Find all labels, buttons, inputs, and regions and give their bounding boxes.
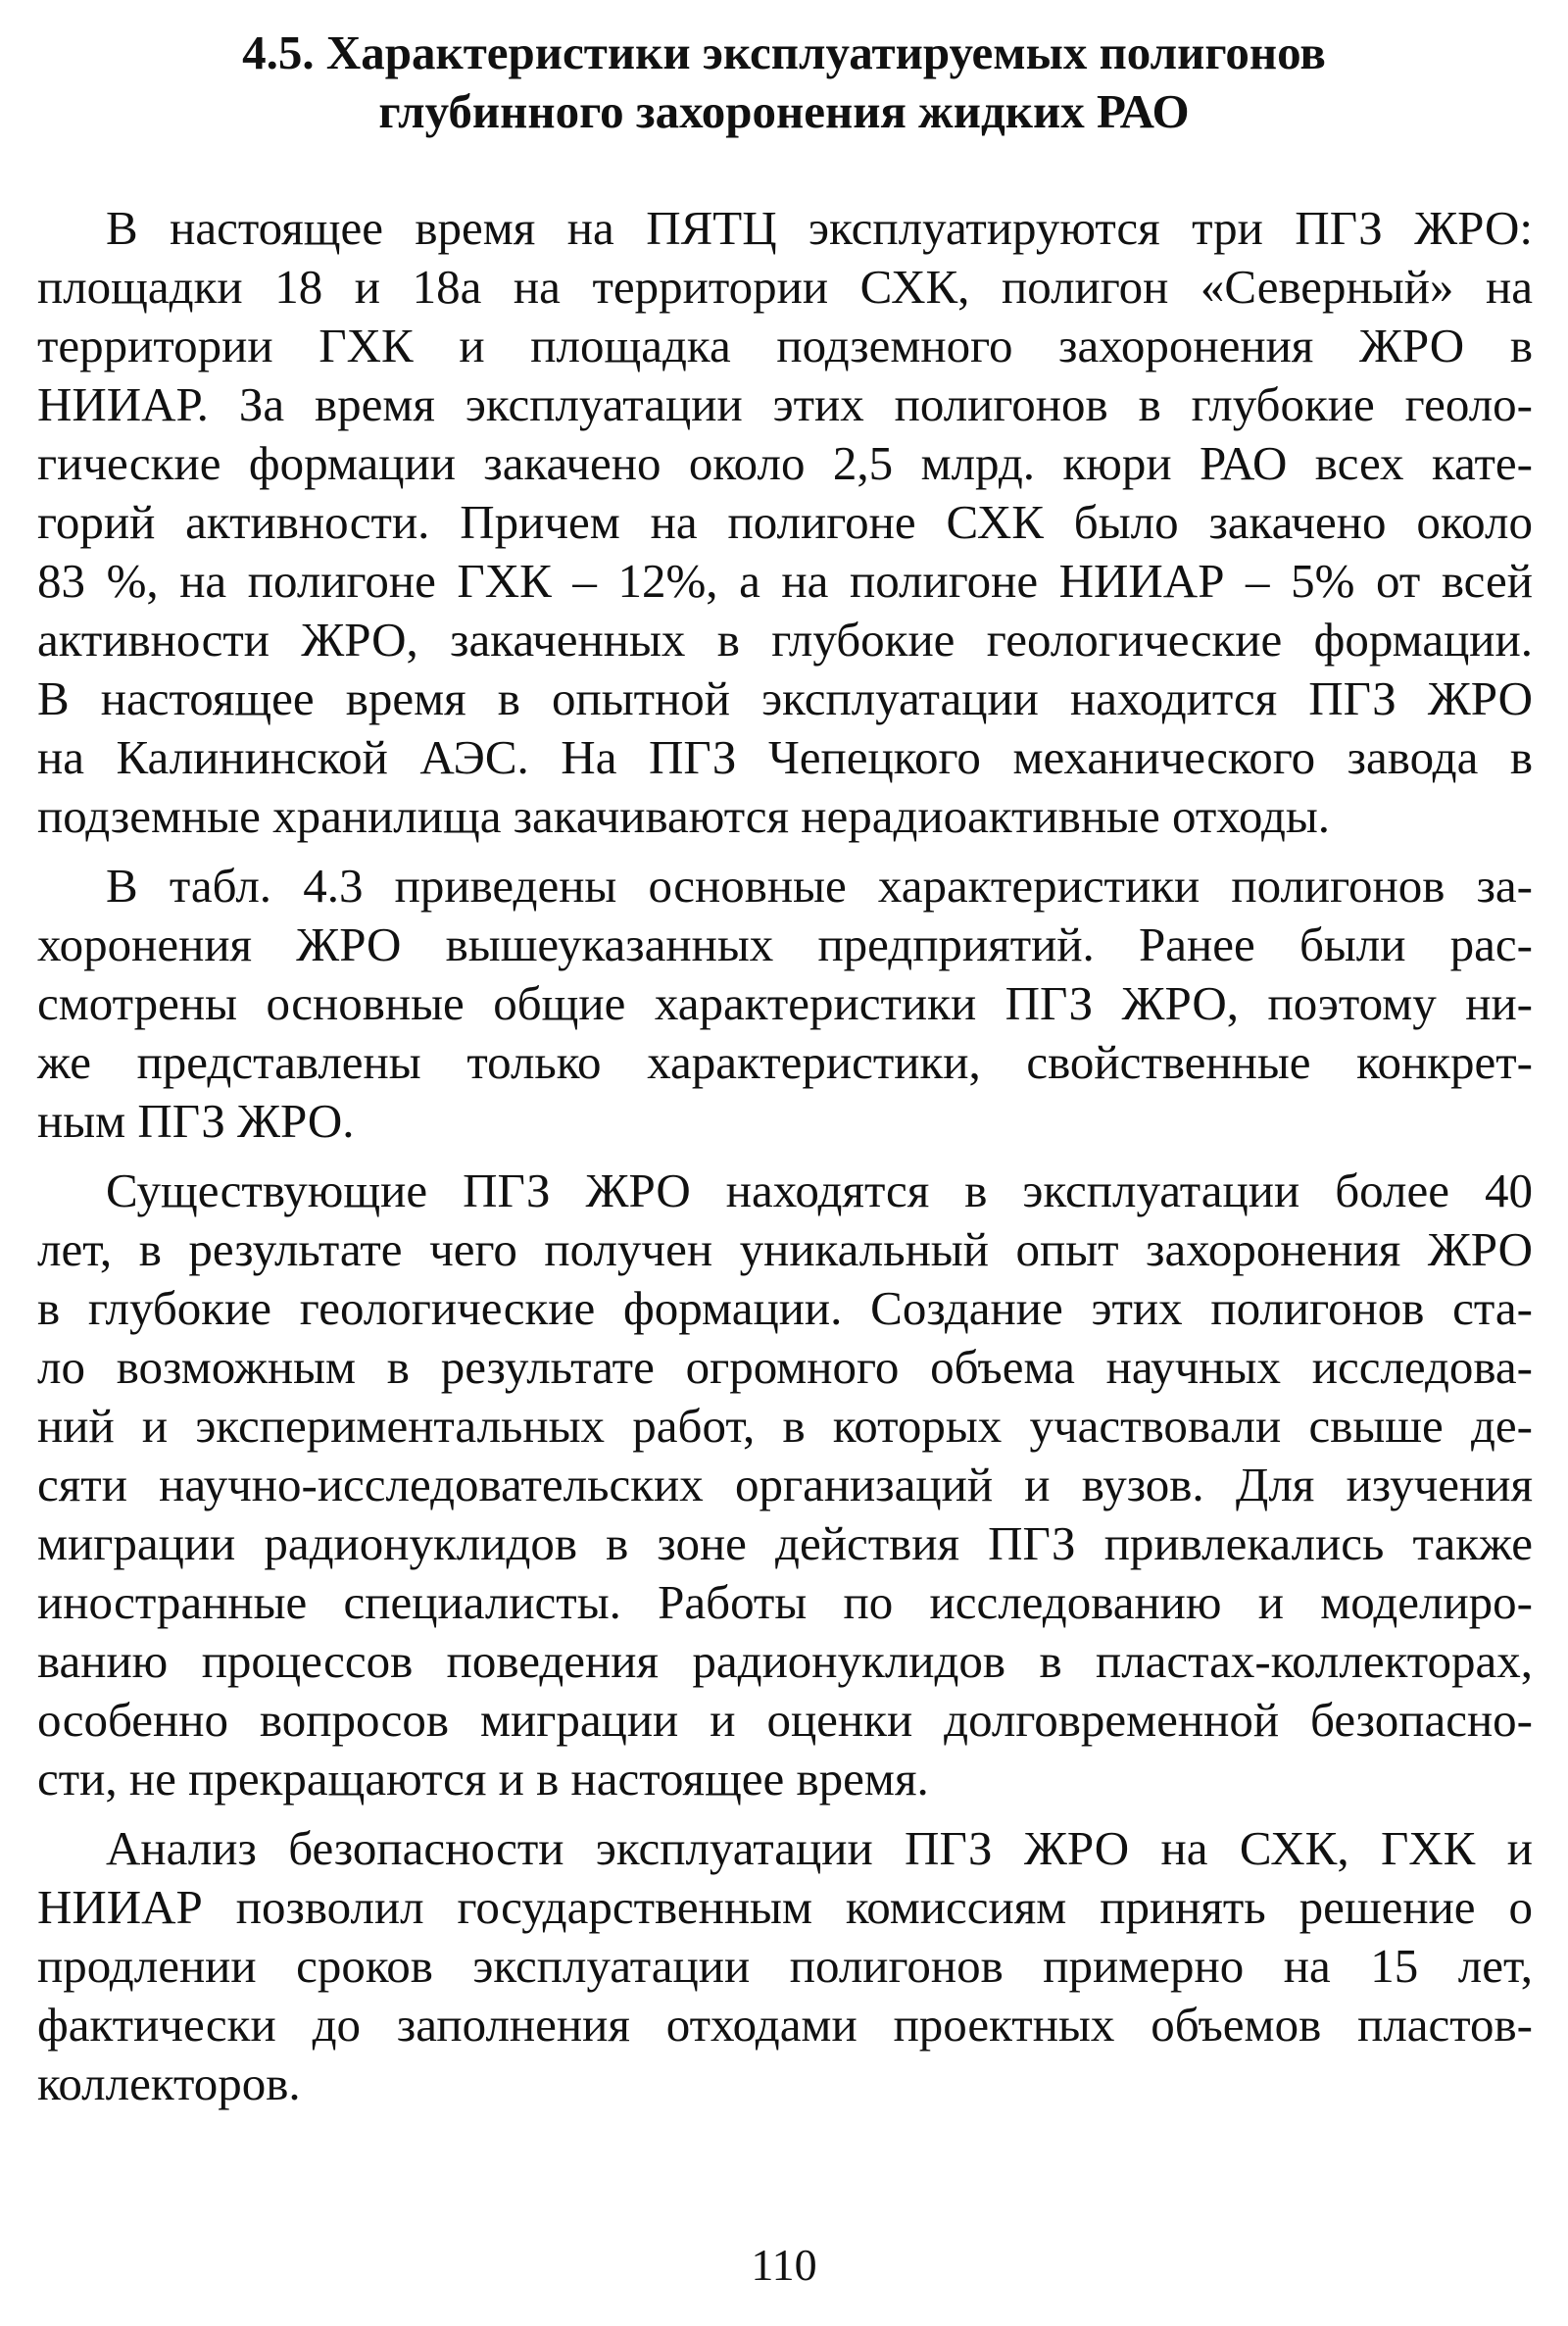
- paragraph-line: сяти научно-исследовательских организаций и вузов. Для изучения: [37, 1458, 1533, 1511]
- paragraph-line: подземные хранилища закачиваются нерадиоактивные отходы.: [37, 789, 1331, 843]
- paragraph-line: хоронения ЖРО вышеуказанных предприятий. Ранее были рас-: [37, 917, 1533, 971]
- paragraph-gap: [37, 1151, 1533, 1162]
- paragraph-line: лет, в результате чего получен уникальный опыт захоронения ЖРО: [37, 1222, 1533, 1276]
- paragraph-line: на Калининской АЭС. На ПГЗ Чепецкого механического завода в: [37, 730, 1533, 784]
- paragraph-line: ным ПГЗ ЖРО.: [37, 1094, 355, 1148]
- section-heading: [39, 24, 1529, 141]
- paragraph: [37, 199, 1533, 846]
- paragraph-line: смотрены основные общие характеристики ПГЗ ЖРО, поэтому ни-: [37, 976, 1533, 1030]
- page-number: 110: [751, 2240, 817, 2290]
- paragraph-line: В табл. 4.3 приведены основные характеристики полигонов за-: [106, 859, 1533, 913]
- paragraph: [37, 1162, 1533, 1808]
- paragraph-line: особенно вопросов миграции и оценки долговременной безопасно-: [37, 1693, 1533, 1747]
- paragraph-line: территории ГХК и площадка подземного захоронения ЖРО в: [37, 319, 1533, 372]
- paragraph-gap: [37, 1808, 1533, 1819]
- paragraph-line: фактически до заполнения отходами проектных объемов пластов-: [37, 1998, 1533, 2052]
- paragraph-line: НИИАР позволил государственным комиссиям принять решение о: [37, 1880, 1533, 1934]
- paragraph-line: миграции радионуклидов в зоне действия ПГЗ привлекались также: [37, 1516, 1533, 1570]
- paragraph-line: сти, не прекращаются и в настоящее время.: [37, 1752, 929, 1806]
- paragraph-line: активности ЖРО, закаченных в глубокие геологические формации.: [37, 613, 1533, 667]
- paragraph-line: Анализ безопасности эксплуатации ПГЗ ЖРО на СХК, ГХК и: [106, 1821, 1533, 1875]
- section-heading-line-2: глубинного захоронения жидких РАО: [378, 84, 1190, 138]
- paragraph-line: 83 %, на полигоне ГХК – 12%, а на полигоне НИИАР – 5% от всей: [37, 554, 1533, 608]
- paragraph-line: продлении сроков эксплуатации полигонов примерно на 15 лет,: [37, 1939, 1533, 1993]
- paragraph-gap: [37, 846, 1533, 857]
- paragraph-line: НИИАР. За время эксплуатации этих полигонов в глубокие геоло-: [37, 377, 1533, 431]
- paragraph-line: гические формации закачено около 2,5 млрд. кюри РАО всех кате-: [37, 436, 1533, 490]
- paragraph-line: же представлены только характеристики, свойственные конкрет-: [37, 1035, 1533, 1089]
- paragraph-line: Существующие ПГЗ ЖРО находятся в эксплуатации более 40: [106, 1163, 1533, 1217]
- paragraph-line: ний и экспериментальных работ, в которых участвовали свыше де-: [37, 1399, 1533, 1453]
- paragraph-line: иностранные специалисты. Работы по исследованию и моделиро-: [37, 1575, 1533, 1629]
- paragraph-line: В настоящее время на ПЯТЦ эксплуатируются три ПГЗ ЖРО:: [106, 201, 1533, 255]
- paragraph-line: горий активности. Причем на полигоне СХК было закачено около: [37, 495, 1533, 549]
- paragraph-line: В настоящее время в опытной эксплуатации находится ПГЗ ЖРО: [37, 671, 1533, 725]
- paragraph-line: коллекторов.: [37, 2056, 301, 2110]
- section-heading-line-1: 4.5. Характеристики эксплуатируемых полигонов: [242, 25, 1326, 79]
- body-text: [37, 199, 1533, 2113]
- paragraph-line: ванию процессов поведения радионуклидов в пластах-коллекторах,: [37, 1634, 1533, 1688]
- paragraph-line: площадки 18 и 18а на территории СХК, полигон «Северный» на: [37, 260, 1533, 314]
- paragraph: [37, 857, 1533, 1151]
- paragraph: [37, 1819, 1533, 2113]
- paragraph-line: в глубокие геологические формации. Создание этих полигонов ста-: [37, 1281, 1533, 1335]
- paragraph-line: ло возможным в результате огромного объема научных исследова-: [37, 1340, 1533, 1394]
